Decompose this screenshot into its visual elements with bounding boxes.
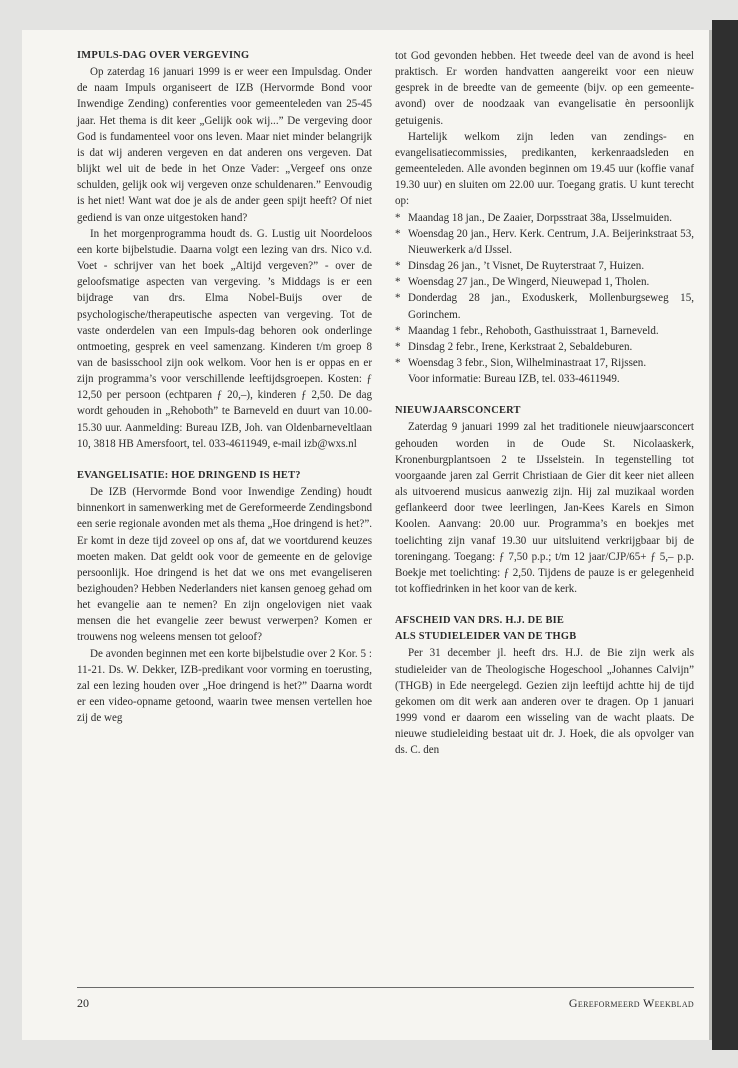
impuls-paragraph-2: In het morgenprogramma houdt ds. G. Lustig uit Noordeloos een korte bijbelstudie. Daarna volgt een lezing van drs. Nico v.d. Voet - schrijver van het boek „Altijd vergeven?” - over de geloofsmatige aspecten van vergeving. ’s Middags is er een bijdrage van drs. Elma Nobel-Buijs over de psychologische/therapeutische aspecten van vergeving. Tot de vaste onderdelen van een Impuls-dag behoren ook onderlinge ontmoeting, gesprek en veel samenzang. Kinderen t/m groep 8 van de basisschool zijn ook welkom. Voor hen is er oppas en er zijn programma’s voor verschillende leeftijdsgroepen. Kosten: ƒ 12,50 per persoon (echtparen ƒ 20,–), kinderen ƒ 2,50. De dag wordt gehouden in „Rehoboth” te Barneveld en duurt van 10.00-15.30 uur. Aanmelding: Bureau IZB, Joh. van Oldenbarneveltlaan 10, 3818 HB Amersfoort, tel. 033-4611949, e-mail izb@wxs.nl bbox=[77, 227, 372, 450]
schedule-list bbox=[395, 210, 694, 372]
evangelisatie-paragraph-1: De IZB (Hervormde Bond voor Inwendige Zending) houdt binnenkort in samenwerking met de Gereformeerde Zendingsbond een serie regionale avonden met als thema „Hoe dringend is het?”. Er komt in deze tijd zoveel op ons af, dat we voortdurend keuzes moeten maken. Dat geldt ook voor de gemeente en de gelovige persoonlijk. Hoe dringend is het dat we ons met evangeliseren bezighouden? Hebben Nederlanders niet kansen genoeg gehad om het evangelie aan te nemen? En zijn ongelovigen niet vaak mensen die het evangelie zeer bewust verwerpen? Komen er trouwens nog weleens mensen tot geloof? bbox=[77, 486, 372, 644]
schedule-item: * Woensdag 3 febr., Sion, Wilhelminastraat 17, Rijssen. bbox=[395, 355, 694, 371]
schedule-item: * Woensdag 27 jan., De Wingerd, Nieuwepad 1, Tholen. bbox=[395, 274, 694, 290]
evangelisatie-continued: tot God gevonden hebben. Het tweede deel van de avond is heel praktisch. Er worden handvatten aangereikt voor een nieuw gesprek in de breedte van de gemeente (bijv. op een gemeente-avond) over de noodzaak van evangelisatie èn persoonlijk getuigenis. bbox=[395, 50, 694, 127]
schedule-item: * Dinsdag 2 febr., Irene, Kerkstraat 2, Sebaldeburen. bbox=[395, 339, 694, 355]
section-gap bbox=[395, 387, 694, 403]
right-column bbox=[395, 48, 694, 759]
bullet: * bbox=[395, 356, 401, 369]
binding-spine bbox=[712, 20, 738, 1050]
magazine-name: Gereformeerd Weekblad bbox=[568, 996, 694, 1010]
bullet: * bbox=[395, 276, 401, 289]
left-column bbox=[77, 48, 372, 726]
schedule-item: * Donderdag 28 jan., Exoduskerk, Mollenburgseweg 15, Gorinchem. bbox=[395, 292, 694, 321]
bullet: * bbox=[395, 227, 401, 240]
page-number: 20 bbox=[77, 996, 89, 1010]
concert-paragraph: Zaterdag 9 januari 1999 zal het traditionele nieuwjaarsconcert gehouden worden in de Oude St. Nicolaaskerk, Kronenburgplantsoen 2 te IJsselstein. In tegenstelling tot voorgaande jaren zal Gerrit Christiaan de Gier dit keer niet alleen als uitvoerend musicus aanwezig zijn. Hij zal muzikaal worden geflankeerd door twee leerlingen, Jan-Kees Karels en Simon Koolen. Aanvang: 20.00 uur. Programma’s en boekjes met toelichting zijn vanaf 19.30 uur uitsluitend verkrijgbaar bij de toreningang. Toegang: ƒ 7,50 p.p.; t/m 12 jaar/CJP/65+ ƒ 5,– p.p. Boekje met toelichting: ƒ 2,50. Tijdens de pauze is er gelegenheid tot koffiedrinken in het koor van de kerk. bbox=[395, 421, 694, 595]
afscheid-heading-line-1: AFSCHEID VAN DRS. H.J. DE BIE bbox=[395, 615, 565, 627]
schedule-item: * Maandag 1 febr., Rehoboth, Gasthuisstraat 1, Barneveld. bbox=[395, 323, 694, 339]
bullet: * bbox=[395, 324, 401, 337]
bullet: * bbox=[395, 211, 401, 224]
schedule-item: * Woensdag 20 jan., Herv. Kerk. Centrum, J.A. Beijerinkstraat 53, Nieuwerkerk a/d IJssel. bbox=[395, 227, 694, 256]
impuls-paragraph-1: Op zaterdag 16 januari 1999 is er weer een Impulsdag. Onder de naam Impuls organiseert de IZB (Hervormde Bond voor Inwendige Zending) conferenties voor gemeenteleden van 25-45 jaar. Het thema is dit keer „Gelijk ook wij...” De vergeving door God is fundamenteel voor ons leven. Maar niet minder belangrijk is dat wij anderen vergeven en dat anderen ons vergeven. Dat blijkt wel uit de bede in het Onze Vader: „Vergeef ons onze schulden, gelijk ook wij vergeven onze schuldenaren.” Eenvoudig is het niet! Want wat doe je als de ander geen spijt heeft? Of niet gediend is van onze uitgestoken hand? bbox=[77, 66, 372, 224]
impuls-heading: IMPULS-DAG OVER VERGEVING bbox=[77, 50, 250, 61]
info-line: Voor informatie: Bureau IZB, tel. 033-4611949. bbox=[408, 373, 620, 386]
schedule-item: * Maandag 18 jan., De Zaaier, Dorpsstraat 38a, IJsselmuiden. bbox=[395, 210, 694, 226]
section-gap bbox=[77, 452, 372, 468]
evangelisatie-paragraph-2: De avonden beginnen met een korte bijbelstudie over 2 Kor. 5 : 11-21. Ds. W. Dekker, IZB-predikant voor vorming en toerusting, zal een lezing houden over „Hoe dringend is het?” Daarna wordt er een video-opname getoond, waarin twee mensen vertellen hoe zij de weg bbox=[77, 647, 372, 725]
afscheid-paragraph: Per 31 december jl. heeft drs. H.J. de Bie zijn werk als studieleider van de Theologische Hogeschool „Johannes Calvijn” (THGB) in Ede neergelegd. Gezien zijn leeftijd achtte hij de tijd gekomen om dit werk aan anderen over te dragen. Op 1 januari 1999 vond er daarom een wisseling van de wacht plaats. De nieuwe studieleiding bestaat uit dr. J. Hoek, die als opvolger van ds. C. den bbox=[395, 647, 694, 757]
evangelisatie-paragraph-3: Hartelijk welkom zijn leden van zendings- en evangelisatiecommissies, predikanten, kerkenraadsleden en gemeenteleden. Alle avonden beginnen om 19.45 uur (koffie vanaf 19.30 uur) en sluiten om 22.00 uur. Toegang gratis. U kunt terecht op: bbox=[395, 130, 694, 208]
bullet: * bbox=[395, 292, 401, 305]
schedule-item: * Dinsdag 26 jan., ’t Visnet, De Ruyterstraat 7, Huizen. bbox=[395, 258, 694, 274]
concert-heading: NIEUWJAARSCONCERT bbox=[395, 405, 521, 417]
bullet: * bbox=[395, 260, 401, 273]
evangelisatie-heading: EVANGELISATIE: HOE DRINGEND IS HET? bbox=[77, 469, 301, 481]
section-gap bbox=[395, 597, 694, 613]
afscheid-heading-line-2: ALS STUDIELEIDER VAN DE THGB bbox=[395, 631, 577, 643]
footer-rule bbox=[77, 987, 694, 988]
bullet: * bbox=[395, 340, 401, 353]
